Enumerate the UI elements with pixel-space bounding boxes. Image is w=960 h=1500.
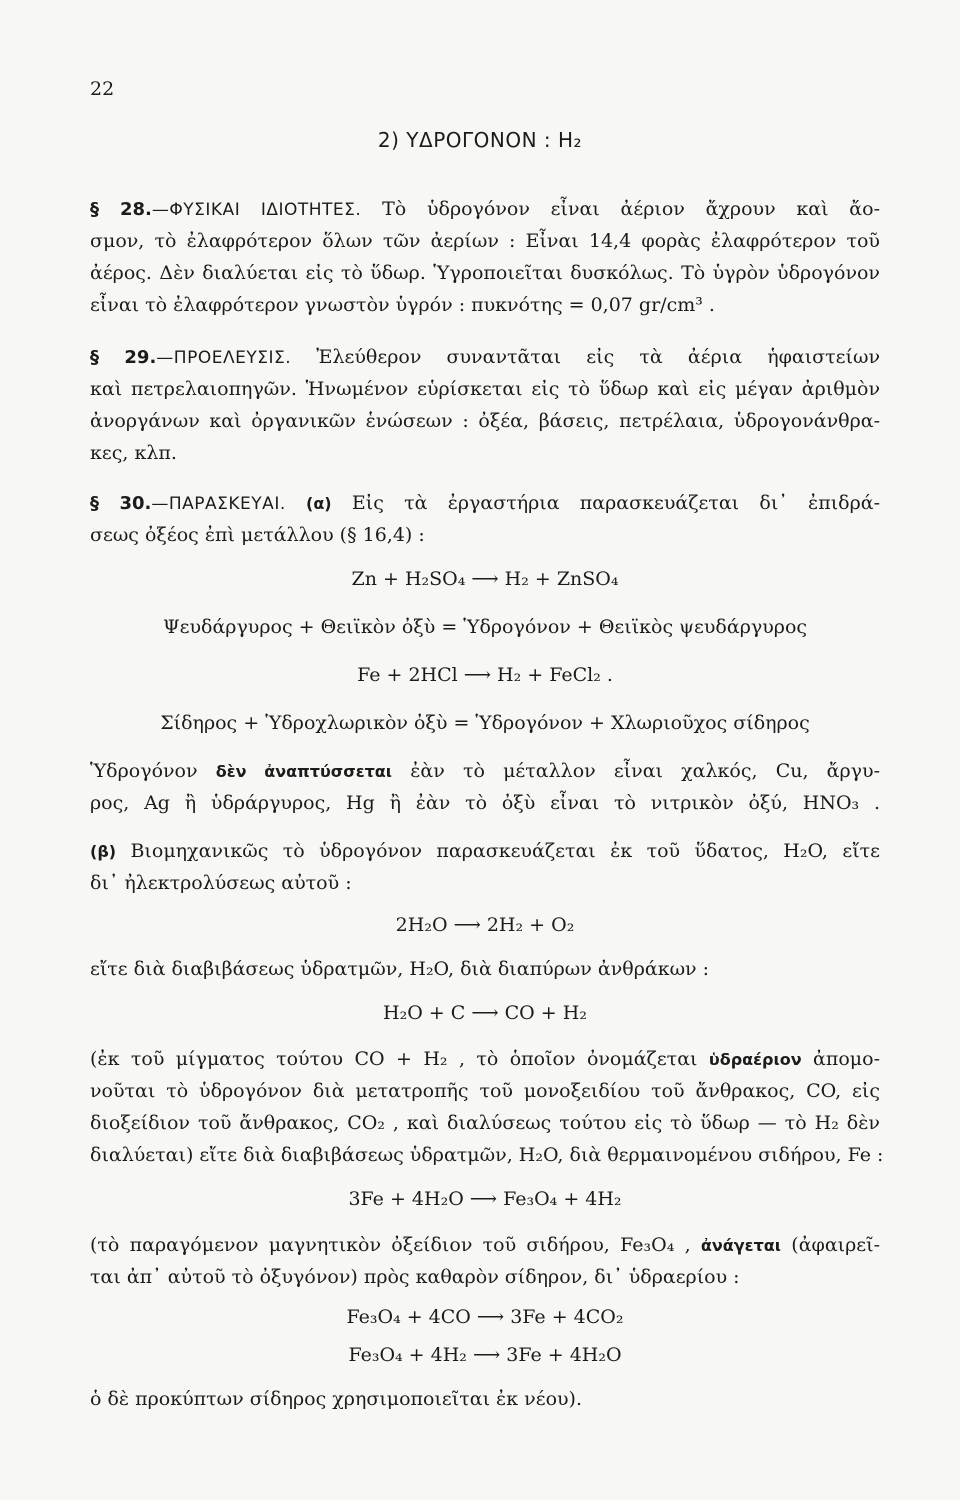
equation-iron-steam: 3Fe + 4H₂O ⟶ Fe₃O₄ + 4H₂ bbox=[348, 1188, 622, 1210]
c-text-1a: (ἐκ τοῦ μίγματος τούτου CO + H₂ , τὸ ὁποῖον ὀνομάζεται bbox=[90, 1048, 698, 1070]
s30-line-1 bbox=[90, 490, 880, 517]
s29-line-3: ἀνοργάνων καὶ ὀργανικῶν ἑνώσεων : ὀξέα, βάσεις, πετρέλαια, ὑδρογονάνθρα- bbox=[90, 410, 880, 432]
s30-d-line-1 bbox=[90, 1232, 880, 1259]
equation-iron-hcl: Fe + 2HCl ⟶ H₂ + FeCl₂ . bbox=[357, 664, 613, 686]
s30-number: § 30. bbox=[90, 493, 152, 514]
s29-heading: —ΠΡΟΕΛΕΥΣΙΣ. bbox=[156, 348, 292, 368]
equation-reduction-h2: Fe₃O₄ + 4H₂ ⟶ 3Fe + 4H₂O bbox=[348, 1344, 622, 1366]
s30-note-line-2: ρος, Ag ἢ ὑδράργυρος, Hg ἢ ἐὰν τὸ ὀξὺ εἶναι τὸ νιτρικὸν ὀξύ, HNO₃ . bbox=[90, 792, 880, 814]
equation-water-gas: H₂O + C ⟶ CO + H₂ bbox=[383, 1002, 587, 1024]
s30-b-line-1 bbox=[90, 838, 880, 865]
equation-electrolysis: 2H₂O ⟶ 2H₂ + O₂ bbox=[395, 914, 575, 936]
s28-number: § 28. bbox=[90, 199, 152, 220]
word-equation-zinc: Ψευδάργυρος + Θειϊκὸν ὀξὺ = Ὑδρογόνον + Θειϊκὸς ψευδάργυρος bbox=[162, 616, 808, 638]
page-number: 22 bbox=[90, 78, 115, 100]
s29-line-1 bbox=[90, 344, 880, 371]
s30-c-line-1 bbox=[90, 1046, 880, 1073]
s29-line-4: κες, κλπ. bbox=[90, 442, 177, 464]
note-hydrogen: Ὑδρογόνον bbox=[90, 760, 198, 782]
s30-b-line-3: εἴτε διὰ διαβιβάσεως ὑδρατμῶν, H₂O, διὰ διαπύρων ἀνθράκων : bbox=[90, 958, 710, 980]
term-reduced: ἀνάγεται bbox=[700, 1236, 782, 1255]
s28-heading: —ΦΥΣΙΚΑΙ ΙΔΙΟΤΗΤΕΣ. bbox=[151, 200, 362, 220]
s28-line-3: ἀέρος. Δὲν διαλύεται εἰς τὸ ὕδωρ. Ὑγροποιεῖται δυσκόλως. Τὸ ὑγρὸν ὑδρογόνον bbox=[90, 262, 880, 284]
s30-text-1: Εἰς τὰ ἐργαστήρια παρασκευάζεται δι᾽ ἐπιδρά- bbox=[351, 492, 881, 514]
s30-label-b: (β) bbox=[90, 842, 117, 861]
s29-line-2: καὶ πετρελαιοπηγῶν. Ἡνωμένον εὑρίσκεται εἰς τὸ ὕδωρ καὶ εἰς μέγαν ἀριθμὸν bbox=[90, 378, 880, 400]
s30-last-line: ὁ δὲ προκύπτων σίδηρος χρησιμοποιεῖται ἐκ νέου). bbox=[90, 1388, 583, 1410]
d-text-1a: (τὸ παραγόμενον μαγνητικὸν ὀξείδιον τοῦ σιδήρου, Fe₃O₄ , bbox=[90, 1234, 691, 1256]
word-equation-iron: Σίδηρος + Ὑδροχλωρικὸν ὀξὺ = Ὑδρογόνον + Χλωριοῦχος σίδηρος bbox=[160, 712, 810, 734]
equation-zinc: Zn + H₂SO₄ ⟶ H₂ + ZnSO₄ bbox=[351, 568, 619, 590]
s30-d-line-2: ται ἀπ᾽ αὐτοῦ τὸ ὀξυγόνον) πρὸς καθαρὸν σίδηρον, δι᾽ ὑδραερίου : bbox=[90, 1266, 740, 1288]
s29-number: § 29. bbox=[90, 347, 157, 368]
s30-label-a: (α) bbox=[306, 494, 332, 513]
note-text-1: ἐὰν τὸ μέταλλον εἶναι χαλκός, Cu, ἄργυ- bbox=[410, 760, 881, 782]
note-not-evolved: δὲν ἀναπτύσσεται bbox=[215, 762, 393, 781]
s28-text-1: Τὸ ὑδρογόνον εἶναι ἀέριον ἄχρουν καὶ ἄο- bbox=[382, 198, 880, 220]
s29-text-1: Ἐλεύθερον συναντᾶται εἰς τὰ ἀέρια ἡφαιστείων bbox=[316, 346, 880, 368]
s30-c-line-2: νοῦται τὸ ὑδρογόνον διὰ μετατροπῆς τοῦ μονοξειδίου τοῦ ἄνθρακος, CO, εἰς bbox=[90, 1080, 880, 1102]
s30-heading: —ΠΑΡΑΣΚΕΥΑΙ. bbox=[151, 494, 286, 514]
s28-line-4: εἶναι τὸ ἐλαφρότερον γνωστὸν ὑγρόν : πυκνότης = 0,07 gr/cm³ . bbox=[90, 294, 715, 316]
c-text-1c: ἀπομο- bbox=[813, 1048, 880, 1070]
s30-c-line-4: διαλύεται) εἴτε διὰ διαβιβάσεως ὑδρατμῶν, H₂O, διὰ θερμαινομένου σιδήρου, Fe : bbox=[90, 1144, 884, 1166]
s30-line-2: σεως ὀξέος ἐπὶ μετάλλου (§ 16,4) : bbox=[90, 524, 425, 546]
d-text-1c: (ἀφαιρεῖ- bbox=[791, 1234, 880, 1256]
s30-c-line-3: διοξείδιον τοῦ ἄνθρακος, CO₂ , καὶ διαλύσεως τούτου εἰς τὸ ὕδωρ — τὸ H₂ δὲν bbox=[90, 1112, 880, 1134]
chapter-title: 2) ΥΔΡΟΓΟΝΟΝ : H₂ bbox=[377, 128, 583, 152]
s30-b-text-1: Βιομηχανικῶς τὸ ὑδρογόνον παρασκευάζεται ἐκ τοῦ ὕδατος, H₂O, εἴτε bbox=[130, 840, 881, 862]
s30-b-line-2: δι᾽ ἠλεκτρολύσεως αὐτοῦ : bbox=[90, 872, 352, 894]
equation-reduction-co: Fe₃O₄ + 4CO ⟶ 3Fe + 4CO₂ bbox=[346, 1306, 624, 1328]
s28-line-1 bbox=[90, 196, 880, 223]
term-water-gas: ὑδραέριον bbox=[708, 1050, 802, 1069]
s28-line-2: σμον, τὸ ἐλαφρότερον ὅλων τῶν ἀερίων : Εἶναι 14,4 φορὰς ἐλαφρότερον τοῦ bbox=[90, 230, 880, 252]
s30-note-line-1 bbox=[90, 758, 880, 785]
